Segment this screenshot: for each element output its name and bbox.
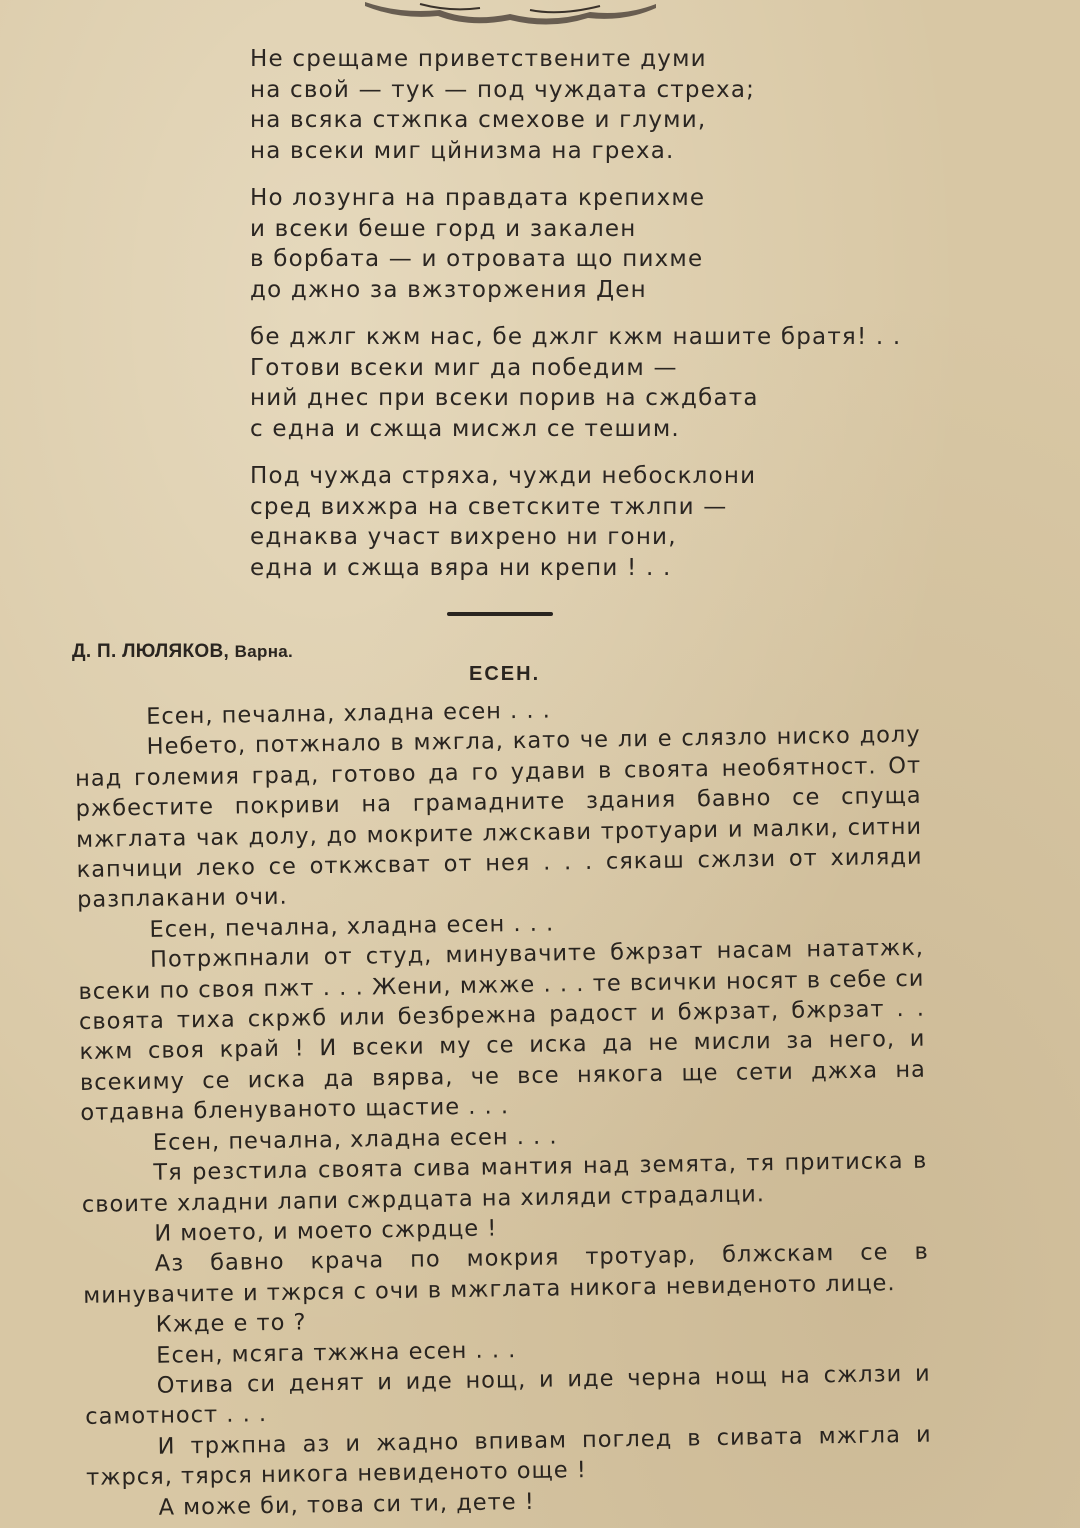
poem-line: Но лозунга на правдата крепихме bbox=[250, 185, 706, 211]
poem-line: ний днес при всеки порив на сждбата bbox=[250, 385, 759, 411]
article-title: ЕСЕН. bbox=[469, 663, 541, 685]
poem-line: на всеки миг цйнизма на греха. bbox=[250, 137, 675, 164]
article-paragraph: Тя резстила своята сива мантия над земята, тя притиска в своите хладни лапи сжрдцата на хиляди страдалци. bbox=[81, 1147, 928, 1218]
section-divider bbox=[447, 612, 553, 616]
poem bbox=[250, 44, 970, 600]
author-byline bbox=[72, 641, 293, 663]
ornament-decoration bbox=[360, 0, 660, 30]
poem-line: с една и сжща мисжл се тешим. bbox=[250, 415, 680, 442]
poem-line: в борбата — и отровата що пихме bbox=[250, 246, 704, 272]
article-paragraph: И моето, и моето сжрдце ! bbox=[154, 1215, 498, 1247]
article-paragraph: А може би, това си ти, дете ! bbox=[158, 1488, 535, 1521]
article-paragraph: Аз бавно крача по мокрия тротуар, блжскам се в минувачите и тжрся с очи в мжглата никога невиденото лице. bbox=[83, 1238, 929, 1309]
poem-line: една и сжща вяра ни крепи ! . . bbox=[250, 554, 672, 581]
article-paragraph: Потржпнали от студ, минувачите бжрзат насам нататжк, всеки по своя пжт . . . Жени, мжже . . . те всички носят в себе си своята тиха скржб или безбрежна радост и бжрзат, бжрзат . . кжм своя край ! И всеки му се иска да не мисли за него, и всекиму се иска да вярва, че все някога ще сети джха на отдавна бленуваното щастие . . . bbox=[78, 934, 927, 1127]
poem-line: бе джлг кжм нас, бе джлг кжм нашите братя! . . bbox=[250, 324, 902, 350]
poem-line: Готови всеки миг да победим — bbox=[250, 354, 678, 381]
article-paragraph: Есен, печална, хладна есен . . . bbox=[146, 697, 552, 730]
poem-line: еднаква участ вихрено ни гони, bbox=[250, 524, 677, 550]
article-paragraph: Отива си денят и иде нощ, и иде черна нощ на сжлзи и самотност . . . bbox=[85, 1360, 931, 1431]
article-paragraph: Есен, мсяга тжжна есен . . . bbox=[156, 1336, 517, 1369]
poem-line: на свой — тук — под чуждата стреха; bbox=[250, 76, 756, 103]
article-paragraph: Небето, потжнало в мжгла, като че ли е слязло ниско долу над големия град, готово да го удави в своята необятност. От ржбестите покриви на грамадните здания бавно се спуща мжглата чак долу, до мокрите лжскави тротуари и малки, ситни капчици леко се откжсват от нея . . . сякаш сжлзи от хиляди разплакани очи. bbox=[74, 722, 923, 914]
poem-line: и всеки беше горд и закален bbox=[250, 215, 637, 242]
poem-line: на всяка стжпка смехове и глуми, bbox=[250, 107, 707, 133]
poem-line: Под чужда стряха, чужди небосклони bbox=[250, 463, 757, 489]
poem-line: сред вихжра на светските тжлпи — bbox=[250, 493, 728, 520]
article-paragraph: Кжде е то ? bbox=[155, 1309, 307, 1338]
poem-stanza bbox=[250, 322, 970, 444]
article-paragraph: Есен, печална, хладна есен . . . bbox=[149, 910, 555, 943]
poem-line: до джно за вжзторжения Ден bbox=[250, 276, 647, 303]
author-city: Варна. bbox=[234, 642, 294, 661]
article-paragraph: Есен, печална, хладна есен . . . bbox=[152, 1123, 558, 1156]
poem-stanza bbox=[250, 44, 970, 166]
author-name: Д. П. ЛЮЛЯКОВ, bbox=[72, 641, 230, 662]
article-paragraph: И тржпна аз и жадно впивам поглед в сивата мжгла и тжрся, тярся никога невиденото още ! bbox=[85, 1421, 932, 1492]
poem-stanza bbox=[250, 461, 970, 583]
poem-line: Не срещаме приветствените думи bbox=[250, 46, 707, 72]
article-body bbox=[74, 690, 933, 1524]
poem-stanza bbox=[250, 183, 970, 305]
